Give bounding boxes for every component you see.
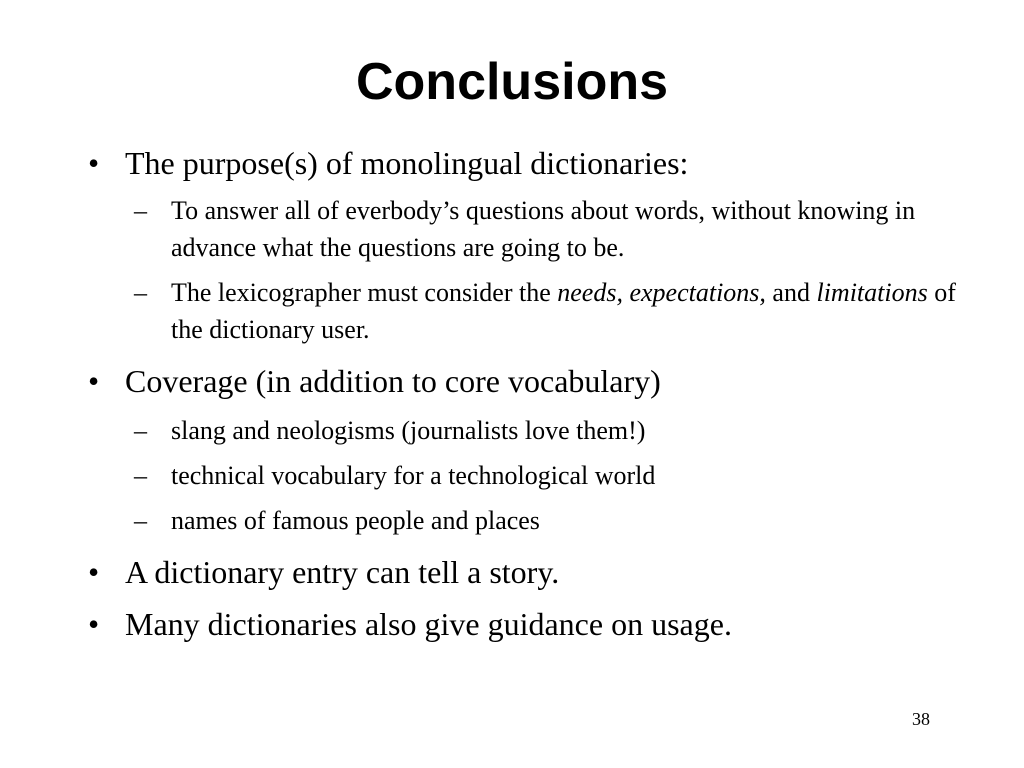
dash-marker: – bbox=[134, 278, 147, 307]
text-segment: of the dictionary user. bbox=[171, 278, 956, 344]
dash-marker: – bbox=[134, 506, 147, 535]
bullet-marker: • bbox=[88, 606, 100, 642]
bullet-text: The purpose(s) of monolingual dictionaries: bbox=[125, 145, 689, 181]
page-number: 38 bbox=[912, 709, 930, 729]
dash-marker: – bbox=[134, 196, 147, 225]
sub-bullet-text: slang and neologisms (journalists love them!) bbox=[171, 416, 646, 445]
bullet-marker: • bbox=[88, 363, 100, 399]
text-segment: The lexicographer must consider the bbox=[171, 278, 558, 307]
sub-bullet-item bbox=[88, 502, 968, 539]
sub-bullet-item bbox=[88, 412, 968, 449]
sub-bullet-item bbox=[88, 192, 968, 266]
text-segment: and bbox=[765, 278, 817, 307]
bullet-item bbox=[88, 360, 968, 402]
emphasis-needs-expectations: needs, expectations, bbox=[557, 278, 766, 307]
sub-bullet-text: technical vocabulary for a technological world bbox=[171, 461, 656, 490]
bullet-item bbox=[88, 551, 968, 593]
bullet-text: A dictionary entry can tell a story. bbox=[125, 554, 560, 590]
bullet-marker: • bbox=[88, 145, 100, 181]
sub-bullet-text: To answer all of everbody’s questions about words, without knowing in advance what the questions are going to be. bbox=[171, 196, 916, 262]
bullet-item bbox=[88, 142, 968, 184]
bullet-list bbox=[88, 142, 968, 645]
bullet-text: Many dictionaries also give guidance on usage. bbox=[125, 606, 732, 642]
bullet-marker: • bbox=[88, 554, 100, 590]
bullet-item bbox=[88, 603, 968, 645]
sub-bullet-item bbox=[88, 274, 968, 348]
sub-bullet-text bbox=[171, 278, 956, 344]
sub-bullet-text: names of famous people and places bbox=[171, 506, 540, 535]
emphasis-limitations: limitations bbox=[816, 278, 928, 307]
bullet-text: Coverage (in addition to core vocabulary) bbox=[125, 363, 661, 399]
sub-bullet-item bbox=[88, 457, 968, 494]
dash-marker: – bbox=[134, 461, 147, 490]
dash-marker: – bbox=[134, 416, 147, 445]
slide-title: Conclusions bbox=[355, 53, 669, 111]
